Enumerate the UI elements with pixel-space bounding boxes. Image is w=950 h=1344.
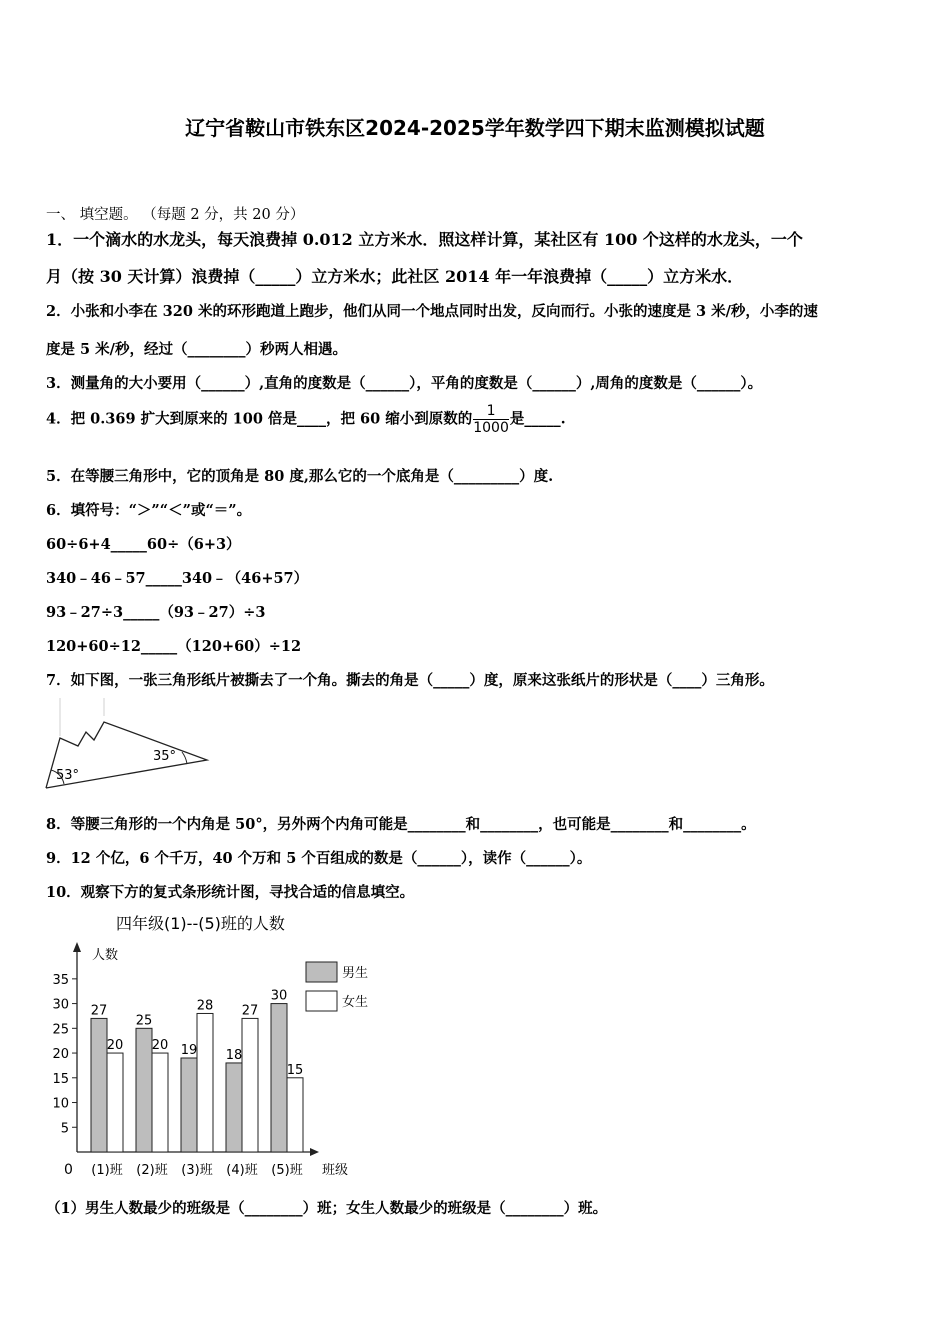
question-7: 7．如下图，一张三角形纸片被撕去了一个角。撕去的角是（_____）度，原来这张纸片的形状是（____）三角形。 xyxy=(46,672,774,689)
chart-bar xyxy=(136,1028,152,1152)
chart-legend-label: 男生 xyxy=(342,966,369,981)
chart-bar xyxy=(226,1063,242,1152)
chart-category-label: (3)班 xyxy=(181,1163,213,1178)
question-8: 8．等腰三角形的一个内角是 50°，另外两个内角可能是________和________，也可能是________和________。 xyxy=(46,816,756,833)
chart-data-label: 30 xyxy=(270,988,288,1004)
chart-legend-label: 女生 xyxy=(342,995,369,1010)
chart-bar xyxy=(152,1053,168,1152)
chart-category-label: (4)班 xyxy=(226,1163,258,1178)
chart-y-axis-arrow xyxy=(73,942,81,952)
chart-ylabel: 人数 xyxy=(92,948,119,963)
class-size-bar-chart xyxy=(42,906,382,1184)
chart-bar xyxy=(242,1018,258,1152)
chart-xlabel: 班级 xyxy=(322,1163,349,1178)
chart-bar xyxy=(197,1013,213,1152)
question-10-part-1: （1）男生人数最少的班级是（________）班；女生人数最少的班级是（________）班。 xyxy=(46,1200,608,1217)
angle-label-35: 35° xyxy=(153,749,177,764)
fraction xyxy=(473,403,509,436)
chart-legend-swatch xyxy=(306,962,337,982)
chart-legend-swatch xyxy=(306,991,337,1011)
chart-data-label: 28 xyxy=(196,998,214,1014)
chart-bar xyxy=(287,1078,303,1152)
question-4-text-b: 是_____. xyxy=(509,410,566,428)
question-9: 9．12 个亿，6 个千万，40 个万和 5 个百组成的数是（______），读作（______）。 xyxy=(46,850,592,867)
chart-bar xyxy=(181,1058,197,1152)
question-6-item-a: 60÷6+4_____60÷（6+3） xyxy=(46,536,241,553)
question-4 xyxy=(46,403,566,436)
chart-data-label: 20 xyxy=(106,1038,124,1054)
question-6: 6．填符号：“＞”“＜”或“＝”。 xyxy=(46,502,252,519)
angle-label-53: 53° xyxy=(56,768,80,783)
question-1-line-2: 月（按 30 天计算）浪费掉（_____）立方米水；此社区 2014 年一年浪费掉（_____）立方米水． xyxy=(46,267,744,286)
chart-data-label: 27 xyxy=(241,1003,259,1019)
fraction-denominator: 1000 xyxy=(473,420,509,436)
chart-category-label: (1)班 xyxy=(91,1163,123,1178)
chart-data-label: 18 xyxy=(225,1047,243,1063)
chart-bar xyxy=(271,1004,287,1152)
chart-y-tick-label: 25 xyxy=(52,1022,69,1038)
chart-y-tick-label: 20 xyxy=(52,1047,69,1063)
question-6-item-d: 120+60÷12_____（120+60）÷12 xyxy=(46,638,302,655)
chart-data-label: 27 xyxy=(90,1003,108,1019)
question-5: 5．在等腰三角形中，它的顶角是 80 度,那么它的一个底角是（_________）度. xyxy=(46,468,554,485)
chart-data-label: 19 xyxy=(180,1043,198,1058)
page-title: 辽宁省鞍山市铁东区2024-2025学年数学四下期末监测模拟试题 xyxy=(185,116,765,140)
chart-data-label: 25 xyxy=(135,1013,153,1029)
chart-title: 四年级(1)--(5)班的人数 xyxy=(116,914,285,933)
chart-category-label: (2)班 xyxy=(136,1163,168,1178)
chart-bar xyxy=(107,1053,123,1152)
question-6-item-b: 340﹣46﹣57_____340﹣（46+57） xyxy=(46,570,309,587)
question-2-line-1: 2．小张和小李在 320 米的环形跑道上跑步，他们从同一个地点同时出发，反向而行。小张的速度是 3 米/秒，小李的速 xyxy=(46,303,818,320)
question-4-text-a: 4．把 0.369 扩大到原来的 100 倍是____，把 60 缩小到原数的 xyxy=(46,410,473,428)
question-1-line-1: 1．一个滴水的水龙头，每天浪费掉 0.012 立方米水．照这样计算，某社区有 100 个这样的水龙头，一个 xyxy=(46,230,803,249)
chart-origin-label: 0 xyxy=(64,1162,73,1178)
chart-bar xyxy=(91,1018,107,1152)
chart-y-tick-label: 10 xyxy=(52,1096,69,1112)
chart-data-label: 20 xyxy=(151,1038,169,1054)
section-heading: 一、 填空题。 （每题 2 分，共 20 分） xyxy=(46,207,305,223)
question-2-line-2: 度是 5 米/秒，经过（________）秒两人相遇。 xyxy=(46,341,347,358)
chart-y-tick-label: 15 xyxy=(52,1071,69,1087)
chart-category-label: (5)班 xyxy=(271,1163,303,1178)
chart-y-tick-label: 35 xyxy=(52,972,69,988)
angle-arc-right xyxy=(182,752,187,764)
chart-x-axis-arrow xyxy=(310,1148,319,1156)
fraction-numerator: 1 xyxy=(473,403,509,420)
question-10: 10．观察下方的复式条形统计图，寻找合适的信息填空。 xyxy=(46,884,415,901)
torn-triangle-figure xyxy=(42,696,214,792)
chart-data-label: 15 xyxy=(286,1062,304,1078)
chart-y-tick-label: 5 xyxy=(60,1121,69,1137)
question-3: 3．测量角的大小要用（______）,直角的度数是（______），平角的度数是（______）,周角的度数是（______）。 xyxy=(46,375,763,392)
question-6-item-c: 93﹣27÷3_____（93﹣27）÷3 xyxy=(46,604,266,621)
chart-y-tick-label: 30 xyxy=(52,997,69,1013)
